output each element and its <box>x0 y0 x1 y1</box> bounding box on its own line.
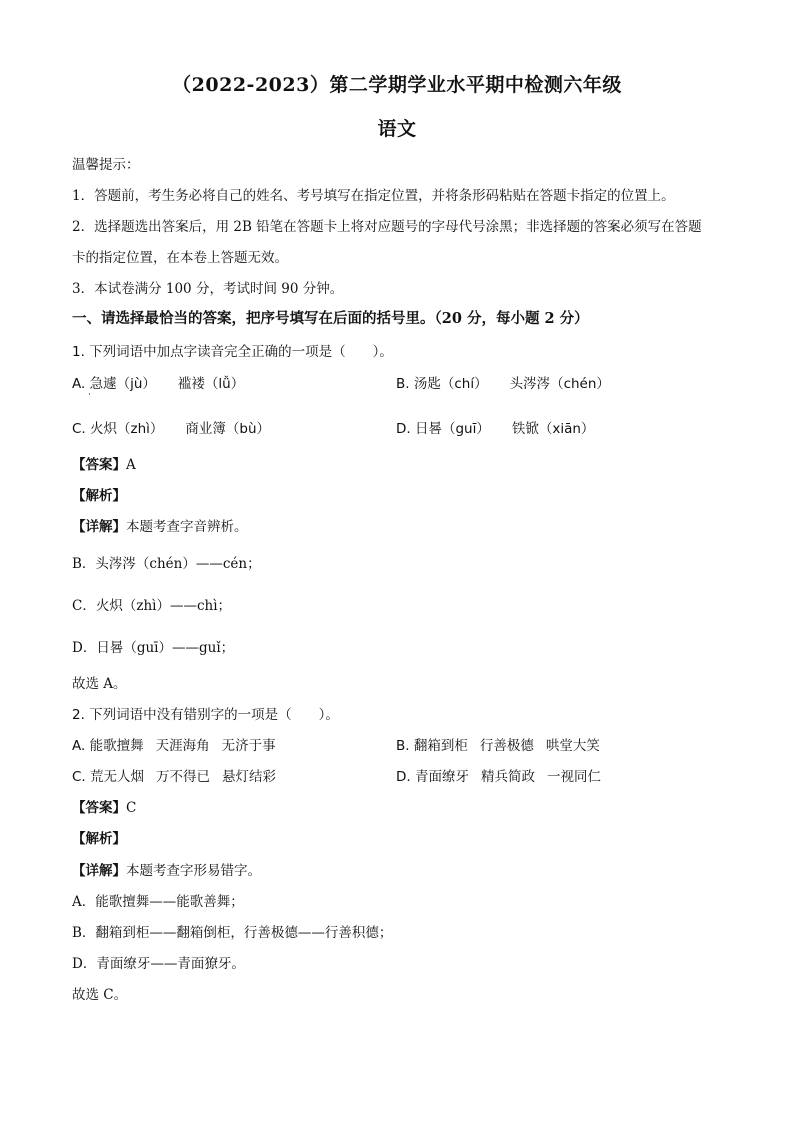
q1-option-a-word-2: 褴褛（lǚ） <box>177 376 245 392</box>
q1-option-c-word-1: C. 火炽（zhì） <box>72 421 164 437</box>
q2-detail <box>72 859 261 879</box>
q1-option-b-word-2: 头涔涔（chén） <box>509 376 610 392</box>
q2-option-c-word-3: 悬灯结彩 <box>222 769 277 785</box>
q1-explanation-b: B．头涔涔（chén）——cén； <box>72 556 261 572</box>
emphasis-dot-icon: · <box>88 390 91 400</box>
q1-explanation-c: C．火炽（zhì）——chì； <box>72 598 232 614</box>
q1-analysis-label: 【解析】 <box>72 488 126 504</box>
q2-explanation-d: D．青面缭牙——青面獠牙。 <box>72 956 245 972</box>
q2-option-b-word-2: 行善极德 <box>479 738 534 754</box>
q2-option-b <box>396 734 600 754</box>
notice-item-1: 1．答题前，考生务必将自己的姓名、考号填写在指定位置，并将条形码粘贴在答题卡指定的位置上。 <box>72 188 675 204</box>
q1-option-b <box>396 372 610 392</box>
q2-answer-value: C <box>126 800 137 816</box>
q1-option-d-word-2: 铁锨（xiān） <box>511 421 595 437</box>
subject-title: 语文 <box>377 118 417 140</box>
q1-answer-value: A <box>126 457 136 473</box>
q2-stem: 2. 下列词语中没有错别字的一项是（ ）。 <box>72 707 339 723</box>
q2-detail-label: 【详解】 <box>72 863 126 879</box>
q2-option-b-word-1: B. 翻箱到柜 <box>396 738 468 754</box>
q2-option-d <box>396 765 601 785</box>
q1-detail <box>72 515 248 535</box>
q1-explanation-d: D．日晷（guī）——guǐ； <box>72 640 235 656</box>
q2-option-a-word-1: A. 能歌擅舞 <box>72 738 144 754</box>
q2-option-b-word-3: 哄堂大笑 <box>545 738 600 754</box>
q1-option-a <box>72 372 244 392</box>
q2-answer-label: 【答案】 <box>72 800 126 816</box>
q2-option-c-word-1: C. 荒无人烟 <box>72 769 145 785</box>
q2-option-a-word-3: 无济于事 <box>221 738 276 754</box>
q2-explanation-a: A．能歌擅舞——能歌善舞； <box>72 894 244 910</box>
q2-option-d-word-2: 精兵简政 <box>480 769 535 785</box>
notice-item-3: 3．本试卷满分 100 分，考试时间 90 分钟。 <box>72 281 344 297</box>
q1-stem: 1. 下列词语中加点字读音完全正确的一项是（ ）。 <box>72 344 393 360</box>
q1-option-d <box>396 417 594 437</box>
q2-option-a-word-2: 天涯海角 <box>155 738 210 754</box>
q1-conclusion: 故选 A。 <box>72 676 127 692</box>
notice-heading: 温馨提示： <box>72 157 140 173</box>
q1-answer <box>72 453 136 473</box>
page-title: （2022-2023）第二学期学业水平期中检测六年级 <box>172 74 622 96</box>
notice-item-2-cont: 卡的指定位置，在本卷上答题无效。 <box>72 250 288 266</box>
q2-answer <box>72 796 136 816</box>
q1-detail-label: 【详解】 <box>72 519 126 535</box>
q2-detail-text: 本题考查字形易错字。 <box>126 863 261 879</box>
q1-option-c <box>72 417 270 437</box>
q2-option-d-word-1: D. 青面缭牙 <box>396 769 469 785</box>
q1-detail-text: 本题考查字音辨析。 <box>126 519 248 535</box>
q2-conclusion: 故选 C。 <box>72 987 128 1003</box>
q1-option-c-word-2: 商业簿（bù） <box>185 421 271 437</box>
section-1-heading: 一、请选择最恰当的答案，把序号填写在后面的括号里。（20 分，每小题 2 分） <box>72 310 589 327</box>
q2-option-a <box>72 734 276 754</box>
q2-analysis-label: 【解析】 <box>72 831 126 847</box>
notice-item-2: 2．选择题选出答案后，用 2B 铅笔在答题卡上将对应题号的字母代号涂黑；非选择题的答案必须写在答题 <box>72 219 702 235</box>
q1-option-b-word-1: B. 汤匙（chí） <box>396 376 488 392</box>
q2-option-d-word-3: 一视同仁 <box>546 769 601 785</box>
q2-option-c-word-2: 万不得已 <box>156 769 211 785</box>
q1-option-d-word-1: D. 日晷（guī） <box>396 421 490 437</box>
q2-option-c <box>72 765 276 785</box>
q2-explanation-b: B．翻箱到柜——翻箱倒柜，行善极德——行善积德； <box>72 925 393 941</box>
q1-answer-label: 【答案】 <box>72 457 126 473</box>
q1-option-a-word-1: A. 急遽（jù） <box>72 376 156 392</box>
